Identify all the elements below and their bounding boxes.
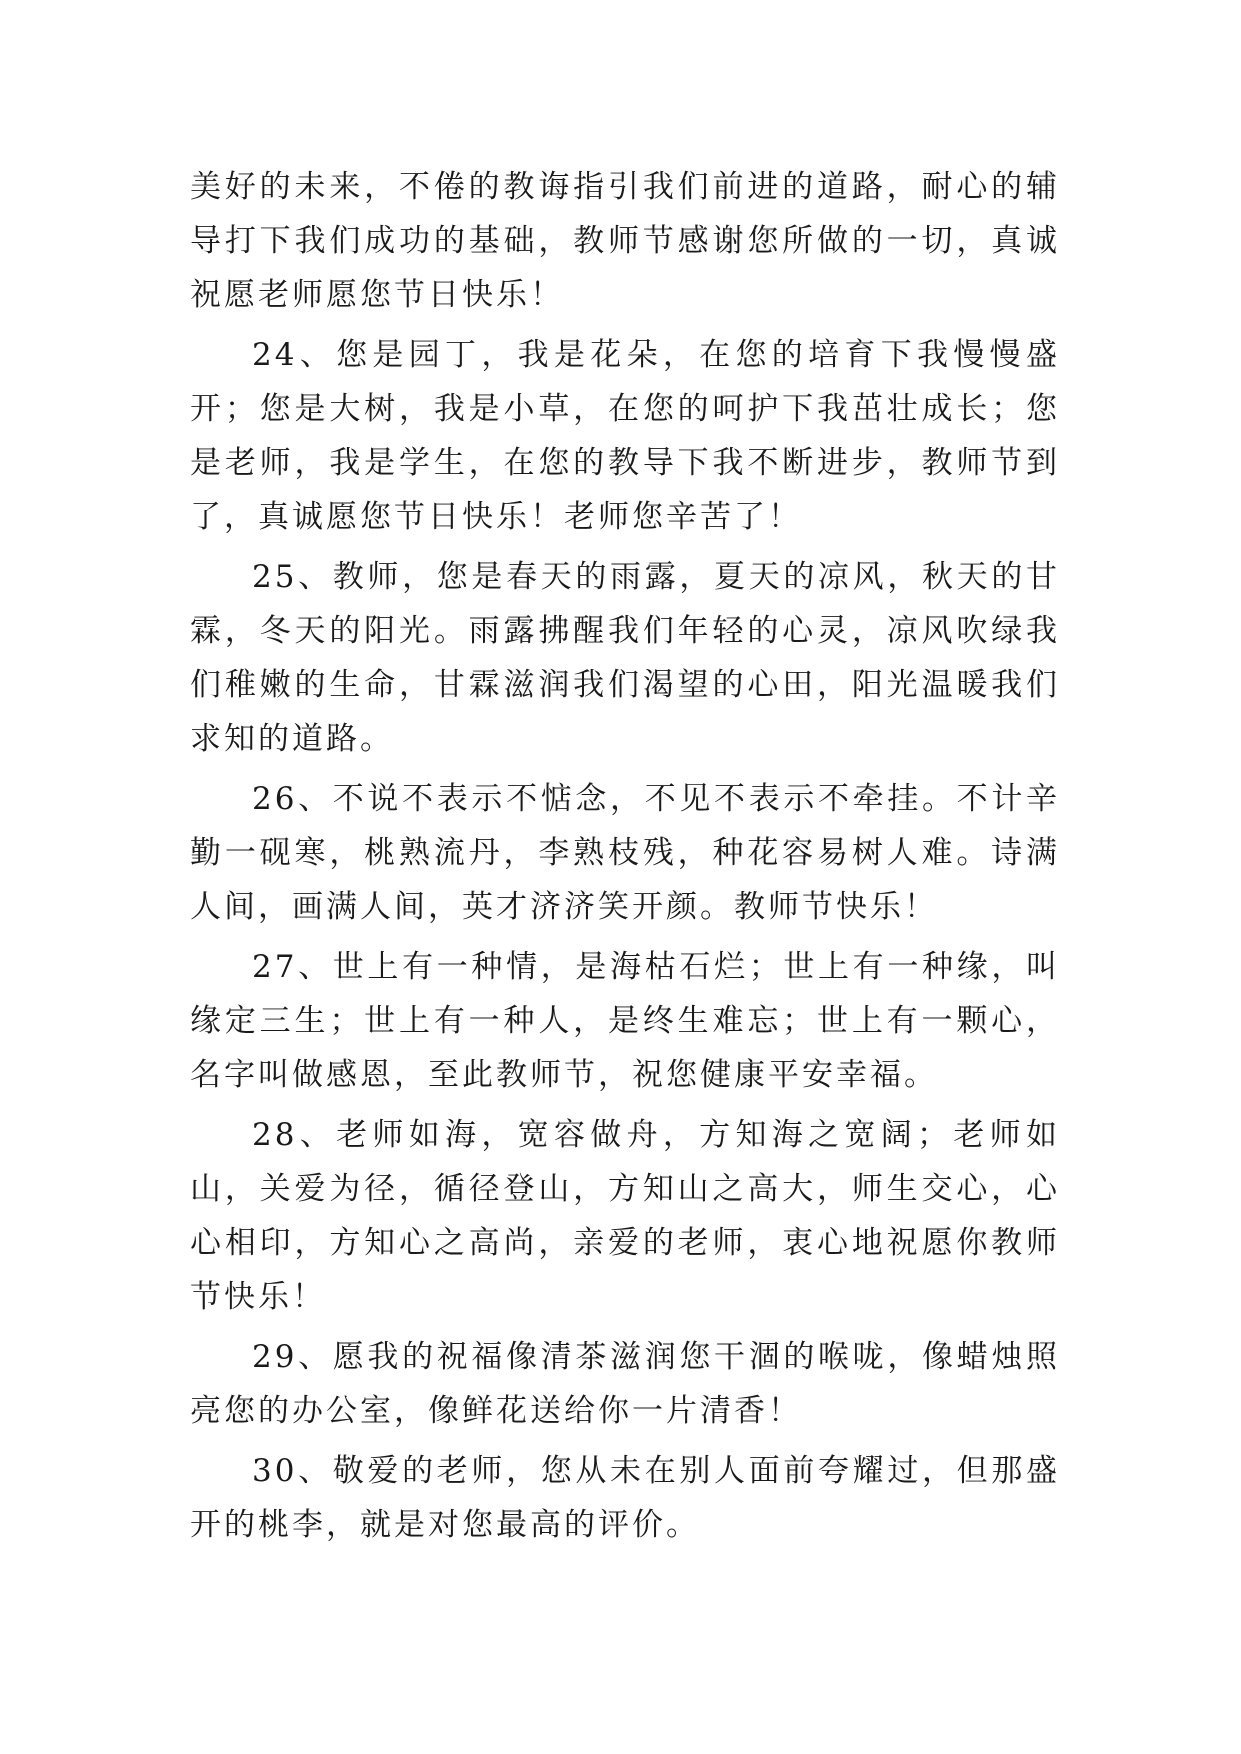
paragraph-28: 28、老师如海，宽容做舟，方知海之宽阔；老师如山，关爱为径，循径登山，方知山之高大，师生交心，心心相印，方知心之高尚，亲爱的老师，衷心地祝愿你教师节快乐！ xyxy=(190,1117,1060,1315)
paragraph-27: 27、世上有一种情，是海枯石烂；世上有一种缘，叫缘定三生；世上有一种人，是终生难忘；世上有一颗心，名字叫做感恩，至此教师节，祝您健康平安幸福。 xyxy=(190,949,1060,1093)
paragraph-24: 24、您是园丁，我是花朵，在您的培育下我慢慢盛开；您是大树，我是小草，在您的呵护下我茁壮成长；您是老师，我是学生，在您的教导下我不断进步，教师节到了，真诚愿您节日快乐！老师您辛苦了！ xyxy=(190,337,1060,535)
document-body xyxy=(190,160,1060,1558)
paragraph-30: 30、敬爱的老师，您从未在别人面前夸耀过，但那盛开的桃李，就是对您最高的评价。 xyxy=(190,1453,1060,1543)
paragraph-29: 29、愿我的祝福像清茶滋润您干涸的喉咙，像蜡烛照亮您的办公室，像鲜花送给你一片清香！ xyxy=(190,1339,1060,1429)
paragraph-25: 25、教师，您是春天的雨露，夏天的凉风，秋天的甘霖，冬天的阳光。雨露拂醒我们年轻的心灵，凉风吹绿我们稚嫩的生命，甘霖滋润我们渴望的心田，阳光温暖我们求知的道路。 xyxy=(190,559,1060,757)
paragraph-26: 26、不说不表示不惦念，不见不表示不牵挂。不计辛勤一砚寒，桃熟流丹，李熟枝残，种花容易树人难。诗满人间，画满人间，英才济济笑开颜。教师节快乐！ xyxy=(190,781,1060,925)
paragraph-continued: 美好的未来，不倦的教诲指引我们前进的道路，耐心的辅导打下我们成功的基础，教师节感谢您所做的一切，真诚祝愿老师愿您节日快乐！ xyxy=(190,169,1060,313)
